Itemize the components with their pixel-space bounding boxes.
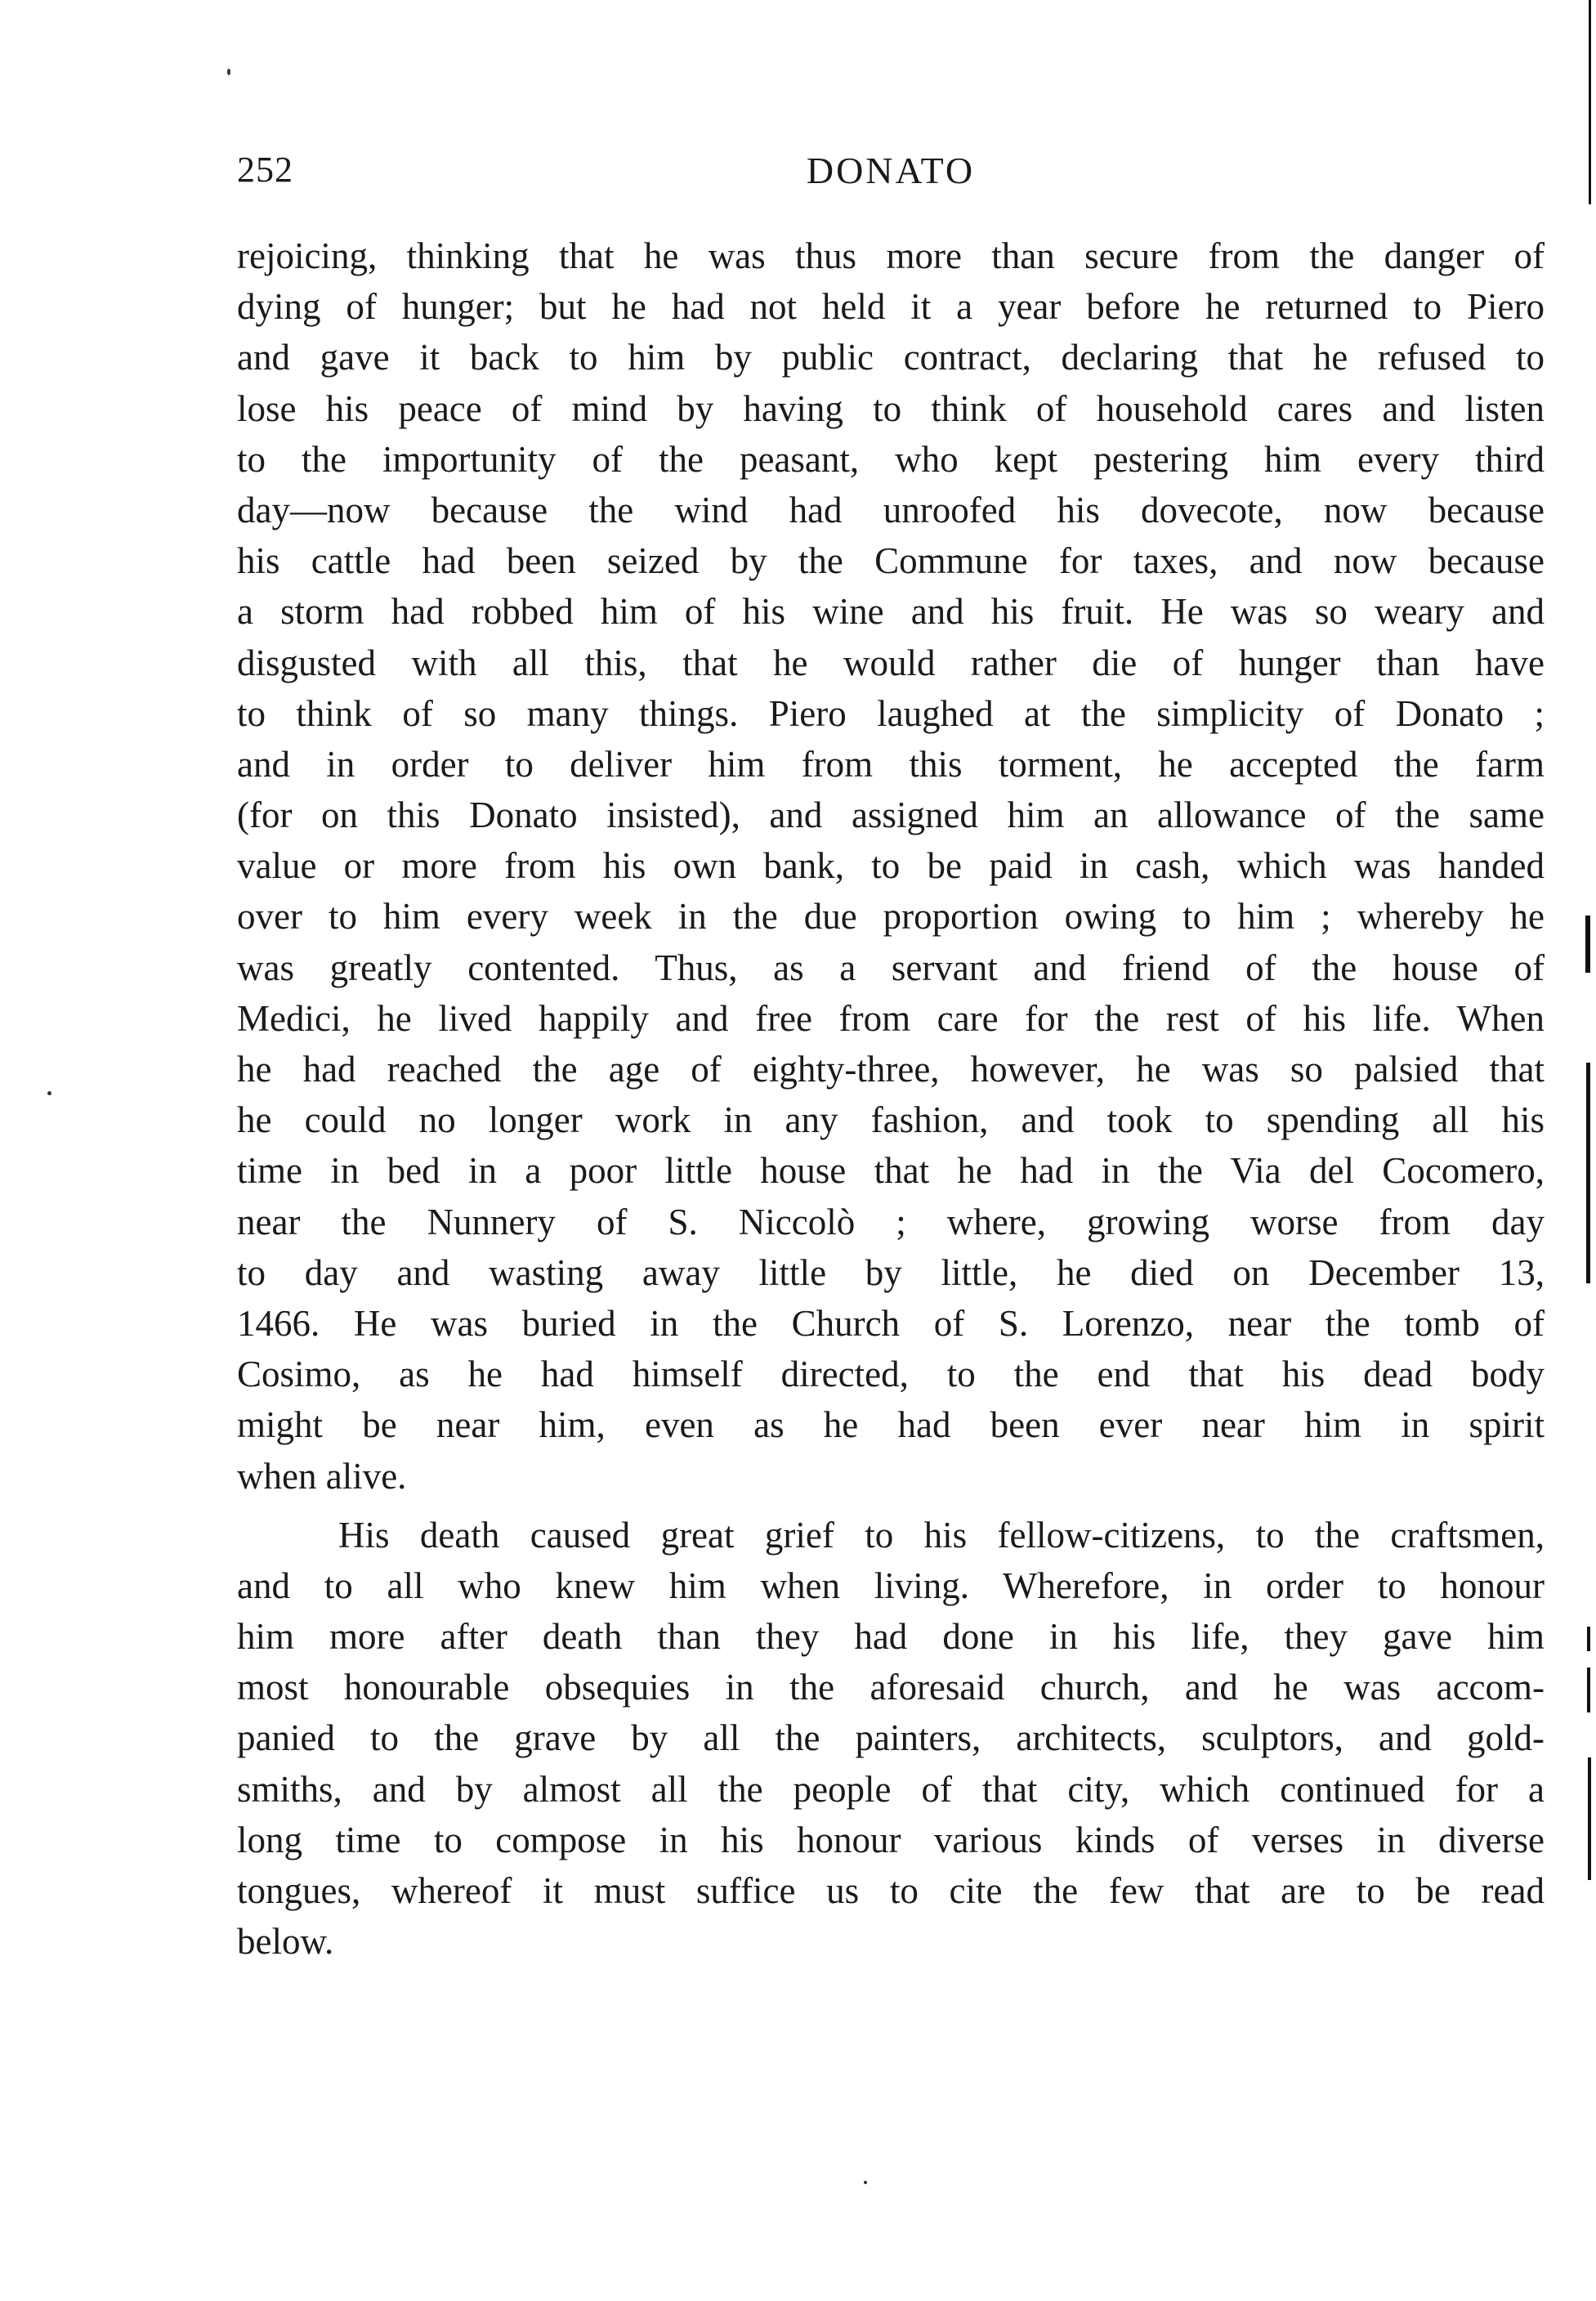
text-line: to the importunity of the peasant, who kept pestering him every third xyxy=(237,438,1545,480)
scan-edge-mark xyxy=(1588,1757,1591,1880)
text-line: when alive. xyxy=(237,1455,407,1497)
text-line: might be near him, even as he had been ever near him in spirit xyxy=(237,1404,1545,1446)
text-line: he could no longer work in any fashion, and took to spending all his xyxy=(237,1099,1545,1141)
text-line: lose his peace of mind by having to think of household cares and listen xyxy=(237,387,1545,429)
text-line: near the Nunnery of S. Niccolò ; where, growing worse from day xyxy=(237,1201,1545,1242)
text-line: and to all who knew him when living. Wherefore, in order to honour xyxy=(237,1565,1545,1606)
text-line: most honourable obsequies in the aforesaid church, and he was accom- xyxy=(237,1667,1545,1708)
text-line: long time to compose in his honour various kinds of verses in diverse xyxy=(237,1819,1545,1860)
text-line: His death caused great grief to his fellow-citizens, to the craftsmen, xyxy=(338,1514,1545,1556)
paragraph-1 xyxy=(237,231,1545,1502)
running-head: DONATO xyxy=(806,150,976,191)
text-line: Medici, he lived happily and free from care for the rest of his life. When xyxy=(237,997,1545,1039)
text-line: him more after death than they had done in his life, they gave him xyxy=(237,1616,1545,1658)
page-number: 252 xyxy=(237,150,293,190)
text-line: was greatly contented. Thus, as a servant and friend of the house of xyxy=(237,947,1545,988)
text-line: dying of hunger; but he had not held it a year before he returned to Piero xyxy=(237,286,1545,328)
text-line: Cosimo, as he had himself directed, to the end that his dead body xyxy=(237,1354,1545,1395)
body-text xyxy=(237,231,1545,1967)
scan-edge-line xyxy=(1589,0,1591,204)
text-line: disgusted with all this, that he would rather die of hunger than have xyxy=(237,642,1545,683)
scan-edge-mark xyxy=(1587,1627,1590,1651)
text-line: day—now because the wind had unroofed his dovecote, now because xyxy=(237,489,1545,530)
text-line: time in bed in a poor little house that he had in the Via del Cocomero, xyxy=(237,1150,1545,1192)
text-line: 1466. He was buried in the Church of S. Lorenzo, near the tomb of xyxy=(237,1302,1545,1344)
text-line: value or more from his own bank, to be paid in cash, which was handed xyxy=(237,845,1545,887)
text-line: below. xyxy=(237,1921,334,1963)
scan-speck xyxy=(864,2181,867,2184)
paragraph-2 xyxy=(237,1510,1545,1967)
text-line: tongues, whereof it must suffice us to cite the few that are to be read xyxy=(237,1870,1545,1911)
page-header xyxy=(237,149,1545,206)
paragraph-gap xyxy=(237,1502,1545,1510)
text-line: and in order to deliver him from this torment, he accepted the farm xyxy=(237,743,1545,785)
text-line: a storm had robbed him of his wine and his fruit. He was so weary and xyxy=(237,591,1545,633)
scan-edge-mark xyxy=(1586,1063,1590,1283)
scan-edge-mark xyxy=(1587,1668,1590,1712)
text-line: over to him every week in the due proportion owing to him ; whereby he xyxy=(237,896,1545,938)
text-line: his cattle had been seized by the Commune for taxes, and now because xyxy=(237,540,1545,582)
scan-speck xyxy=(47,1091,51,1095)
text-line: and gave it back to him by public contract, declaring that he refused to xyxy=(237,337,1545,378)
text-line: to day and wasting away little by little, he died on December 13, xyxy=(237,1251,1545,1293)
text-line: rejoicing, thinking that he was thus more than secure from the danger of xyxy=(237,235,1545,276)
text-line: panied to the grave by all the painters, architects, sculptors, and gold- xyxy=(237,1717,1545,1759)
text-line: smiths, and by almost all the people of that city, which continued for a xyxy=(237,1768,1545,1810)
text-line: to think of so many things. Piero laughed at the simplicity of Donato ; xyxy=(237,692,1545,734)
text-line: (for on this Donato insisted), and assigned him an allowance of the same xyxy=(237,795,1545,836)
text-line: he had reached the age of eighty-three, however, he was so palsied that xyxy=(237,1049,1545,1090)
scan-speck xyxy=(227,69,230,75)
scan-edge-mark xyxy=(1585,915,1590,973)
